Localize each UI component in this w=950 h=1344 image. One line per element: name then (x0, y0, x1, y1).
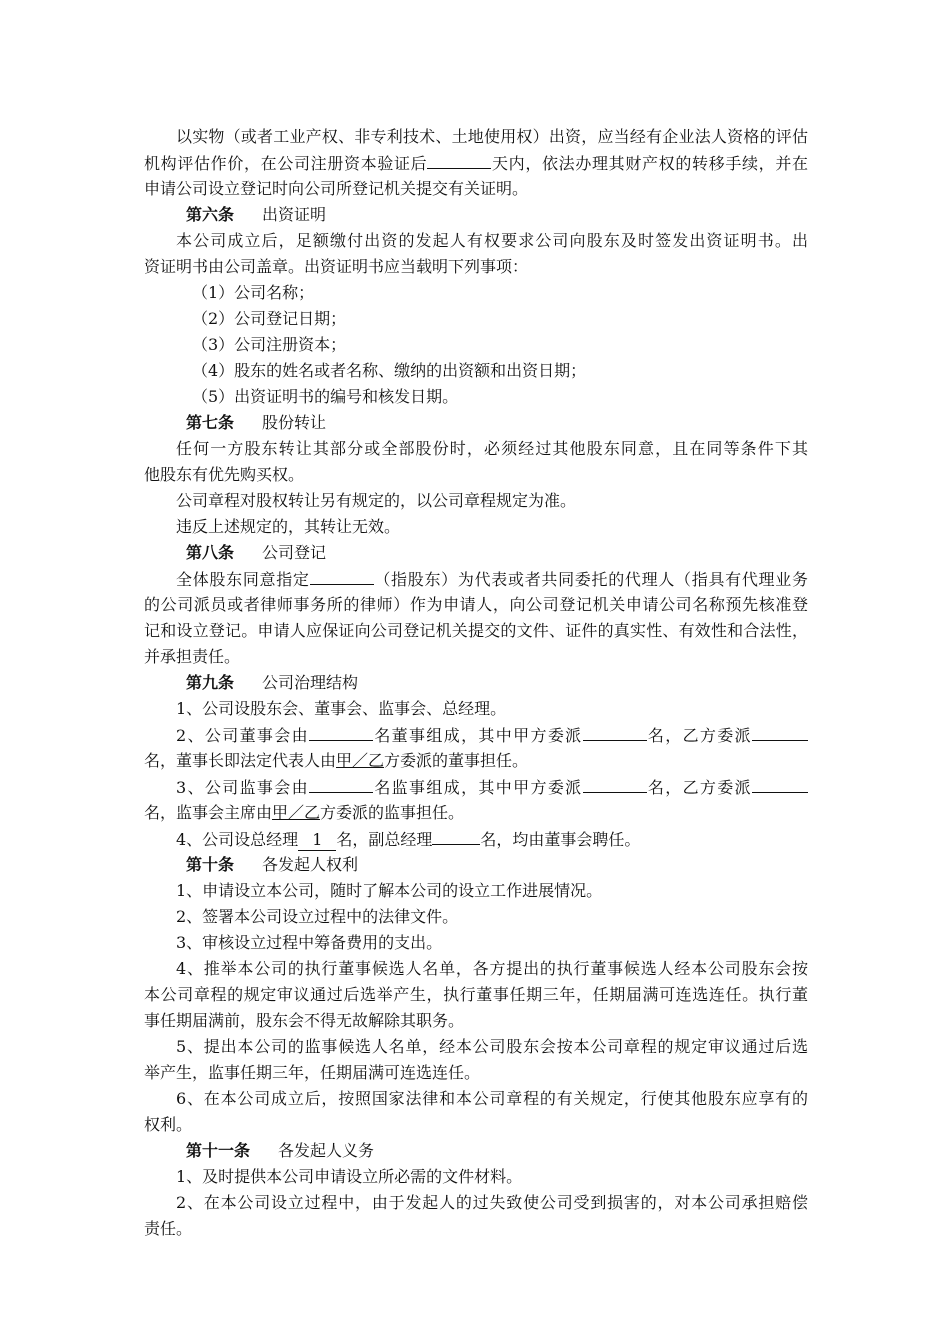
list-item: 6、在本公司成立后，按照国家法律和本公司章程的有关规定，行使其他股东应享有的 (176, 1089, 808, 1108)
paragraph-line: 责任。 (144, 1219, 193, 1238)
article-title: 各发起人权利 (262, 855, 359, 874)
text-span: 天内，依法办理其财产权的转移手续，并在 (491, 154, 808, 173)
blank-field (309, 774, 373, 793)
paragraph-line: 事任期届满前，股东会不得无故解除其职务。 (144, 1011, 465, 1030)
text-span: 名，监事会主席由 (144, 803, 273, 822)
text-span: 方委派的董事担任。 (384, 751, 529, 770)
paragraph-line: 违反上述规定的，其转让无效。 (176, 517, 401, 536)
blank-field (427, 150, 491, 169)
list-item: （3）公司注册资本； (192, 335, 347, 354)
text-span: 4、公司设总经理 (176, 830, 299, 849)
paragraph-line (144, 748, 808, 774)
blank-field (432, 826, 480, 845)
list-item (144, 722, 808, 748)
list-item: 1、及时提供本公司申请设立所必需的文件材料。 (176, 1167, 523, 1186)
article-8-heading (144, 540, 808, 566)
article-title: 公司登记 (262, 543, 327, 562)
article-title: 出资证明 (262, 205, 327, 224)
text-span: 全体股东同意指定 (176, 570, 310, 589)
paragraph-line: 申请公司设立登记时向公司所登记机关提交有关证明。 (144, 179, 529, 198)
text-span: 方委派的监事担任。 (320, 803, 465, 822)
paragraph-line: 以实物（或者工业产权、非专利技术、土地使用权）出资，应当经有企业法人资格的评估 (176, 127, 808, 146)
article-number: 第七条 (186, 413, 235, 432)
list-item: 2、签署本公司设立过程中的法律文件。 (176, 907, 459, 926)
underlined-choice: 甲／乙 (336, 751, 385, 770)
list-item (144, 774, 808, 800)
text-span: 名，副总经理 (336, 830, 433, 849)
article-7-heading (144, 410, 808, 436)
article-number: 第十条 (186, 855, 235, 874)
document-body (144, 124, 808, 1242)
paragraph-line: 公司章程对股权转让另有规定的，以公司章程规定为准。 (176, 491, 577, 510)
paragraph-line (144, 566, 808, 592)
paragraph-line (144, 800, 808, 826)
paragraph-line: 并承担责任。 (144, 647, 241, 666)
list-item: （5）出资证明书的编号和核发日期。 (192, 387, 459, 406)
text-span: 机构评估作价，在公司注册资本验证后 (144, 154, 428, 173)
text-span: （指股东）为代表或者共同委托的代理人（指具有代理业务 (373, 570, 808, 589)
article-title: 股份转让 (262, 413, 327, 432)
list-item: 1、公司设股东会、董事会、监事会、总经理。 (176, 699, 507, 718)
paragraph-line: 本公司成立后，足额缴付出资的发起人有权要求公司向股东及时签发出资证明书。出 (176, 231, 808, 250)
list-item: 2、在本公司设立过程中，由于发起人的过失致使公司受到损害的，对本公司承担赔偿 (176, 1193, 808, 1212)
text-span: 名，乙方委派 (646, 778, 752, 797)
list-item: 4、推举本公司的执行董事候选人名单，各方提出的执行董事候选人经本公司股东会按 (176, 959, 808, 978)
paragraph-line: 资证明书由公司盖章。出资证明书应当载明下列事项： (144, 257, 529, 276)
blank-field (583, 774, 647, 793)
article-11-heading (144, 1138, 808, 1164)
blank-field (310, 566, 374, 585)
list-item: 3、审核设立过程中筹备费用的支出。 (176, 933, 443, 952)
article-6-heading (144, 202, 808, 228)
paragraph-line: 本公司章程的规定审议通过后选举产生，执行董事任期三年，任期届满可连选连任。执行董 (144, 985, 808, 1004)
list-item: 1、申请设立本公司，随时了解本公司的设立工作进展情况。 (176, 881, 603, 900)
article-number: 第九条 (186, 673, 235, 692)
article-number: 第十一条 (186, 1141, 251, 1160)
list-item: （2）公司登记日期； (192, 309, 347, 328)
underlined-choice: 甲／乙 (272, 803, 321, 822)
list-item: （1）公司名称； (192, 283, 315, 302)
blank-field (309, 722, 373, 741)
text-span: 名，董事长即法定代表人由 (144, 751, 337, 770)
paragraph-line (144, 150, 808, 176)
article-number: 第六条 (186, 205, 235, 224)
text-span: 名，乙方委派 (646, 726, 752, 745)
article-9-heading (144, 670, 808, 696)
paragraph-line: 权利。 (144, 1115, 193, 1134)
article-title: 各发起人义务 (278, 1141, 375, 1160)
article-10-heading (144, 852, 808, 878)
paragraph-line: 任何一方股东转让其部分或全部股份时，必须经过其他股东同意，且在同等条件下其 (176, 439, 808, 458)
paragraph-line: 他股东有优先购买权。 (144, 465, 305, 484)
article-number: 第八条 (186, 543, 235, 562)
article-title: 公司治理结构 (262, 673, 359, 692)
paragraph-line: 举产生，监事任期三年，任期届满可连选连任。 (144, 1063, 481, 1082)
text-span: 3、公司监事会由 (176, 778, 309, 797)
filled-value: 1 (298, 830, 336, 851)
text-span: 2、公司董事会由 (176, 726, 309, 745)
list-item: （4）股东的姓名或者名称、缴纳的出资额和出资日期； (192, 361, 587, 380)
blank-field (752, 722, 808, 741)
blank-field (752, 774, 808, 793)
list-item (144, 826, 808, 852)
text-span: 名，均由董事会聘任。 (480, 830, 641, 849)
list-item: 5、提出本公司的监事候选人名单，经本公司股东会按本公司章程的规定审议通过后选 (176, 1037, 808, 1056)
blank-field (583, 722, 647, 741)
text-span: 名监事组成，其中甲方委派 (372, 778, 583, 797)
text-span: 名董事组成，其中甲方委派 (372, 726, 583, 745)
paragraph-line: 记和设立登记。申请人应保证向公司登记机关提交的文件、证件的真实性、有效性和合法性， (144, 621, 808, 640)
paragraph-line: 的公司派员或者律师事务所的律师）作为申请人，向公司登记机关申请公司名称预先核准登 (144, 595, 808, 614)
